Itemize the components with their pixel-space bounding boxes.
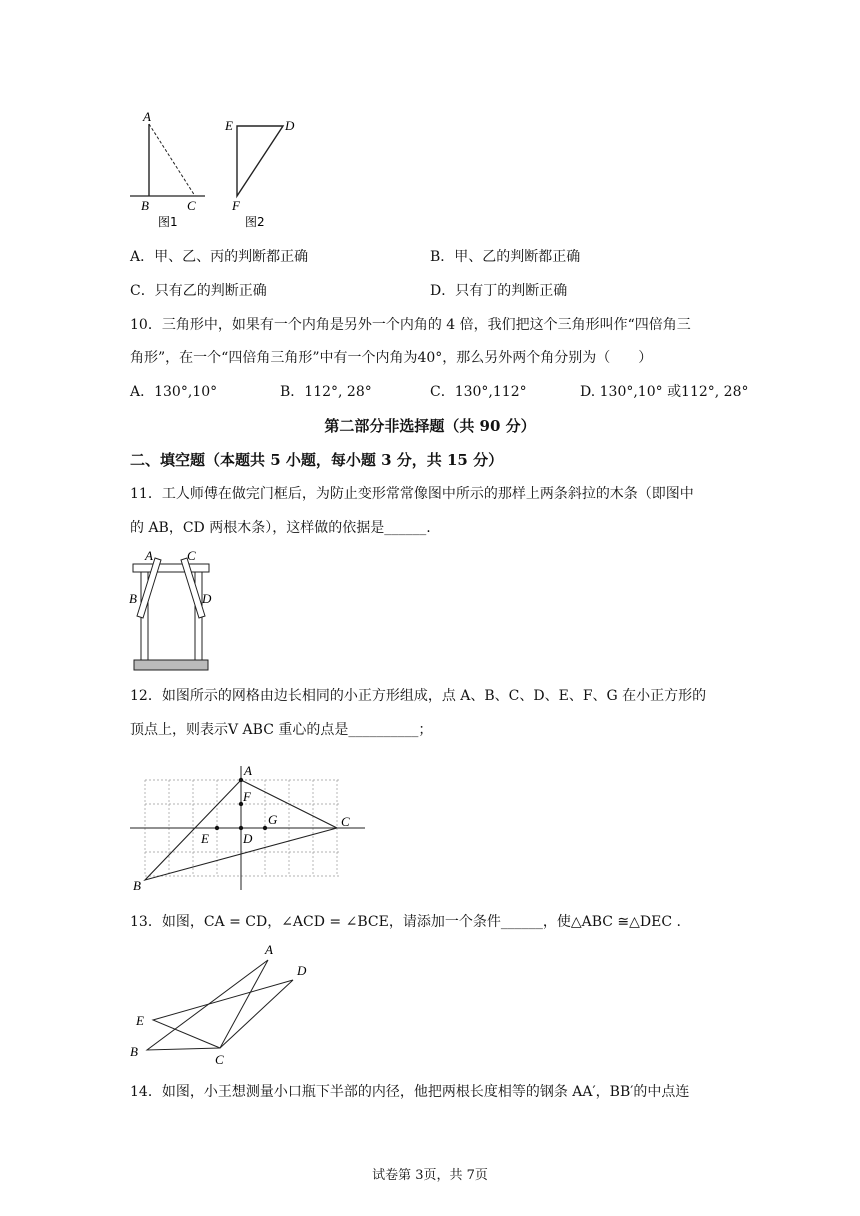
q12-grid-figure [125, 758, 375, 898]
label-d: D [243, 831, 253, 846]
label-g: G [268, 812, 278, 827]
label-d: D [297, 963, 307, 978]
q9-option-b: B．甲、乙的判断都正确 [430, 249, 581, 265]
label-b: B [130, 1044, 138, 1059]
q14-line1: 14．如图，小王想测量小口瓶下半部的内径，他把两根长度相等的钢条 AA′，BB′的中点连 [130, 1084, 690, 1100]
q10-option-a: A．130°,10° [130, 384, 218, 400]
q9-option-a: A．甲、乙、丙的判断都正确 [130, 249, 309, 265]
label-b: B [141, 198, 149, 213]
caption-fig2: 图2 [245, 215, 265, 229]
label-c: C [187, 198, 196, 213]
part2-title: 第二部分非选择题（共 90 分） [324, 417, 536, 435]
q11-line1: 11．工人师傅在做完门框后，为防止变形常常像图中所示的那样上两条斜拉的木条（即图中 [130, 486, 694, 502]
label-f: F [243, 789, 251, 804]
q10-line2: 角形”，在一个“四倍角三角形”中有一个内角为40°，那么另外两个角分别为（ ） [130, 350, 653, 366]
label-b: B [133, 878, 141, 893]
q9-option-d: D．只有丁的判断正确 [430, 283, 568, 299]
label-d: D [202, 591, 212, 606]
q10-option-b: B．112°, 28° [280, 384, 372, 400]
label-c: C [187, 548, 196, 563]
label-a: A [143, 109, 151, 124]
q9-figure [125, 108, 310, 233]
label-e: E [201, 831, 209, 846]
label-f: F [232, 198, 240, 213]
label-a: A [145, 548, 153, 563]
q13-triangles-figure [125, 940, 325, 1070]
label-e: E [136, 1013, 144, 1028]
q10-line1: 10．三角形中，如果有一个内角是另外一个内角的 4 倍，我们把这个三角形叫作“四倍角三 [130, 317, 691, 333]
label-a: A [244, 763, 252, 778]
q12-line2: 顶点上，则表示V ABC 重心的点是__________； [130, 722, 433, 738]
label-d: D [285, 118, 295, 133]
q12-line1: 12．如图所示的网格由边长相同的小正方形组成，点 A、B、C、D、E、F、G 在小正方形的 [130, 688, 707, 704]
q9-option-c: C．只有乙的判断正确 [130, 283, 267, 299]
caption-fig1: 图1 [158, 215, 178, 229]
label-a: A [265, 942, 273, 957]
label-c: C [341, 814, 350, 829]
label-e: E [225, 118, 233, 133]
section2-title: 二、填空题（本题共 5 小题，每小题 3 分，共 15 分） [130, 451, 504, 469]
q11-line2: 的 AB，CD 两根木条），这样做的依据是______. [130, 520, 431, 536]
label-c: C [215, 1052, 224, 1067]
q10-option-c: C．130°,112° [430, 384, 527, 400]
page-footer: 试卷第 3页，共 7页 [372, 1168, 488, 1183]
q11-door-frame-figure [125, 548, 220, 676]
q10-option-d: D. 130°,10° 或112°, 28° [580, 384, 749, 400]
q13-line1: 13．如图，CA = CD，∠ACD = ∠BCE，请添加一个条件______，使△ABC ≅△DEC . [130, 914, 681, 930]
label-b: B [129, 591, 137, 606]
